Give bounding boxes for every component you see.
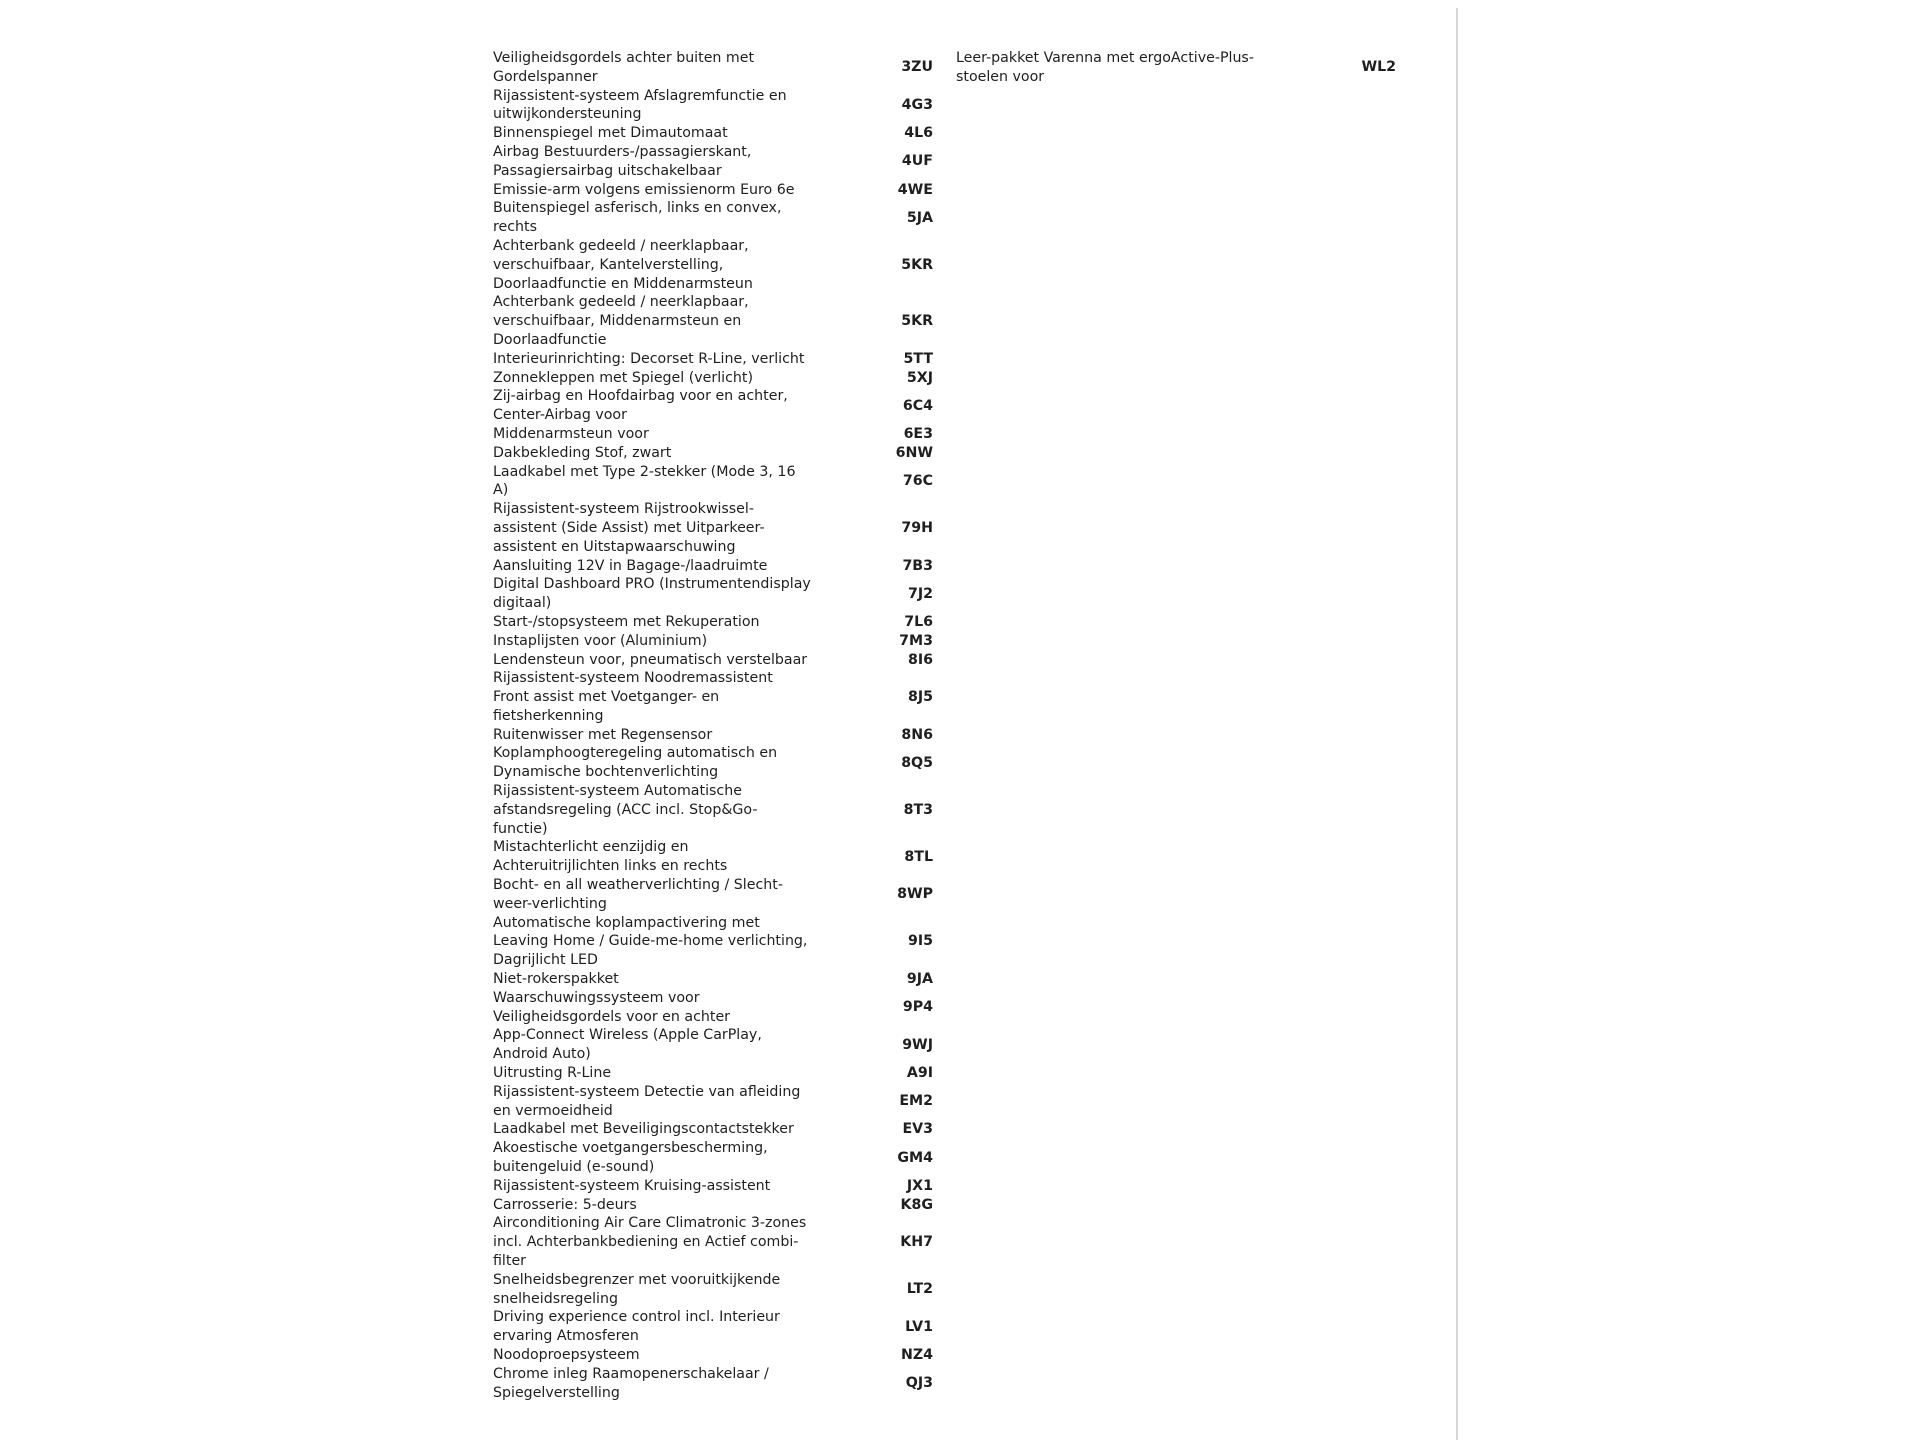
option-description: Laadkabel met Type 2-stekker (Mode 3, 16 A)	[493, 463, 796, 499]
option-description: Rijassistent-systeem Noodremassistent Front assist met Voetganger- en fietsherkenning	[493, 670, 773, 724]
option-row	[493, 1177, 939, 1196]
option-code: 7L6	[904, 613, 933, 630]
option-row	[493, 651, 939, 670]
option-code: EV3	[902, 1121, 933, 1138]
option-description: Bocht- en all weatherverlichting / Slecht- weer-verlichting	[493, 877, 783, 912]
option-row	[493, 632, 939, 651]
option-code: 9JA	[906, 971, 933, 988]
option-description: Veiligheidsgordels achter buiten met Gordelspanner	[493, 50, 755, 85]
option-description: Achterbank gedeeld / neerklapbaar, verschuifbaar, Kantelverstelling, Doorlaadfunctie en Middenarmsteun	[493, 237, 753, 292]
option-description: Rijassistent-systeem Automatische afstandsregeling (ACC incl. Stop&Go- functie)	[493, 783, 758, 837]
option-description: Niet-rokerspakket	[493, 971, 619, 988]
option-description: Binnenspiegel met Dimautomaat	[493, 125, 728, 142]
option-description: Airbag Bestuurders-/passagierskant, Passagiersairbag uitschakelbaar	[493, 143, 752, 179]
option-code: 4G3	[901, 96, 933, 113]
option-code: 76C	[902, 472, 933, 489]
option-row	[956, 49, 1396, 87]
option-description: Rijassistent-systeem Detectie van afleiding en vermoeidheid	[493, 1083, 801, 1119]
option-code: 5XJ	[906, 369, 933, 386]
option-row	[493, 782, 939, 838]
option-code: 8Q5	[901, 754, 933, 771]
option-row	[493, 1308, 939, 1346]
option-description: App-Connect Wireless (Apple CarPlay, Android Auto)	[493, 1027, 762, 1063]
option-code: 8J5	[907, 689, 933, 706]
option-code: 4WE	[897, 181, 933, 198]
option-code: 8I6	[907, 651, 933, 668]
option-description: Noodoproepsysteem	[493, 1346, 640, 1363]
option-code: A9I	[906, 1065, 933, 1082]
option-description: Emissie-arm volgens emissienorm Euro 6e	[493, 181, 795, 198]
option-row	[493, 1214, 939, 1270]
option-description: Achterbank gedeeld / neerklapbaar, verschuifbaar, Middenarmsteun en Doorlaadfunctie	[493, 294, 749, 348]
option-row	[493, 369, 939, 388]
option-description: Automatische koplampactivering met Leaving Home / Guide-me-home verlichting, Dagrijlicht LED	[493, 914, 808, 969]
option-code: EM2	[899, 1093, 933, 1110]
option-code: 9I5	[907, 933, 933, 950]
option-description: Ruitenwisser met Regensensor	[493, 726, 713, 743]
option-code: KH7	[900, 1234, 933, 1251]
option-description: Start-/stopsysteem met Rekuperation	[493, 613, 760, 630]
option-row	[493, 575, 939, 613]
option-code: 79H	[901, 519, 933, 536]
option-description: Buitenspiegel asferisch, links en convex, rechts	[493, 200, 782, 236]
option-description: Waarschuwingssysteem voor Veiligheidsgordels voor en achter	[493, 989, 731, 1025]
option-row	[493, 463, 939, 501]
option-code: 6NW	[895, 444, 933, 461]
option-code: 4UF	[901, 153, 933, 170]
option-row	[493, 199, 939, 237]
option-row	[493, 425, 939, 444]
option-description: Zonnekleppen met Spiegel (verlicht)	[493, 369, 753, 386]
option-row	[493, 1083, 939, 1121]
option-row	[493, 1139, 939, 1177]
option-code: 9WJ	[902, 1036, 933, 1053]
option-row	[493, 669, 939, 725]
option-code: NZ4	[900, 1346, 933, 1363]
option-description: Driving experience control incl. Interieur ervaring Atmosferen	[493, 1309, 780, 1345]
option-row	[493, 143, 939, 181]
option-description: Lendensteun voor, pneumatisch verstelbaar	[493, 651, 808, 668]
option-code: 3ZU	[901, 59, 933, 76]
option-description: Uitrusting R-Line	[493, 1065, 612, 1082]
option-code: 5JA	[906, 209, 933, 226]
option-row	[493, 87, 939, 125]
options-list-right	[956, 49, 1396, 87]
option-row	[493, 838, 939, 876]
option-description: Middenarmsteun voor	[493, 425, 649, 442]
option-row	[493, 557, 939, 576]
option-row	[493, 1120, 939, 1139]
option-code: 8N6	[901, 726, 933, 743]
option-code: LT2	[906, 1281, 933, 1298]
option-code: 5TT	[903, 350, 933, 367]
option-row	[493, 1196, 939, 1215]
option-code: GM4	[897, 1149, 933, 1166]
option-code: 4L6	[904, 125, 933, 142]
option-description: Rijassistent-systeem Rijstrookwissel- assistent (Side Assist) met Uitparkeer- assistent en Uitstapwaarschuwing	[493, 501, 765, 555]
option-row	[493, 1346, 939, 1365]
option-code: 9P4	[902, 999, 933, 1016]
option-row	[493, 744, 939, 782]
option-description: Carrosserie: 5-deurs	[493, 1196, 637, 1213]
option-row	[493, 726, 939, 745]
options-list-left	[493, 49, 939, 1402]
option-row	[493, 876, 939, 914]
option-row	[493, 181, 939, 200]
option-description: Snelheidsbegrenzer met vooruitkijkende snelheidsregeling	[493, 1271, 781, 1307]
option-description: Interieurinrichting: Decorset R-Line, verlicht	[493, 350, 805, 367]
option-code: 8T3	[903, 801, 933, 818]
page-edge-line	[1456, 8, 1458, 1440]
option-row	[493, 613, 939, 632]
option-code: 6C4	[902, 397, 933, 414]
option-row	[493, 49, 939, 87]
option-row	[493, 970, 939, 989]
option-row	[493, 124, 939, 143]
option-description: Digital Dashboard PRO (Instrumentendisplay digitaal)	[493, 576, 811, 612]
option-code: 5KR	[901, 313, 933, 330]
option-code: 8WP	[897, 886, 933, 903]
option-code: 7J2	[907, 585, 933, 602]
option-description: Chrome inleg Raamopenerschakelaar / Spiegelverstelling	[493, 1365, 769, 1401]
option-description: Airconditioning Air Care Climatronic 3-zones incl. Achterbankbediening en Actief combi- filter	[493, 1215, 807, 1269]
option-row	[493, 1026, 939, 1064]
option-row	[493, 387, 939, 425]
option-code: QJ3	[905, 1375, 933, 1392]
option-description: Rijassistent-systeem Afslagremfunctie en uitwijkondersteuning	[493, 87, 787, 123]
option-code: K8G	[900, 1196, 933, 1213]
option-code: 8TL	[904, 848, 933, 865]
option-description: Rijassistent-systeem Kruising-assistent	[493, 1177, 771, 1194]
option-code: LV1	[905, 1318, 933, 1335]
option-row	[493, 1064, 939, 1083]
option-row	[493, 293, 939, 349]
option-description: Aansluiting 12V in Bagage-/laadruimte	[493, 557, 768, 574]
option-code: 7B3	[902, 557, 933, 574]
option-row	[493, 500, 939, 556]
option-row	[493, 914, 939, 970]
option-row	[493, 237, 939, 293]
option-description: Laadkabel met Beveiligingscontactstekker	[493, 1121, 794, 1138]
option-description: Mistachterlicht eenzijdig en Achteruitrijlichten links en rechts	[493, 839, 728, 875]
option-row	[493, 350, 939, 369]
option-description: Dakbekleding Stof, zwart	[493, 444, 672, 461]
option-description: Akoestische voetgangersbescherming, buitengeluid (e-sound)	[493, 1140, 768, 1176]
option-row	[493, 1365, 939, 1403]
option-row	[493, 989, 939, 1027]
option-description: Zij-airbag en Hoofdairbag voor en achter, Center-Airbag voor	[493, 388, 788, 424]
option-code: 6E3	[903, 425, 933, 442]
option-code: 7M3	[899, 632, 933, 649]
option-description: Koplamphoogteregeling automatisch en Dynamische bochtenverlichting	[493, 745, 778, 781]
option-code: JX1	[906, 1177, 933, 1194]
option-row	[493, 444, 939, 463]
option-code: 5KR	[901, 256, 933, 273]
option-description: Leer-pakket Varenna met ergoActive-Plus- stoelen voor	[956, 50, 1254, 85]
option-code: WL2	[1361, 59, 1396, 76]
option-row	[493, 1271, 939, 1309]
option-description: Instaplijsten voor (Aluminium)	[493, 632, 708, 649]
